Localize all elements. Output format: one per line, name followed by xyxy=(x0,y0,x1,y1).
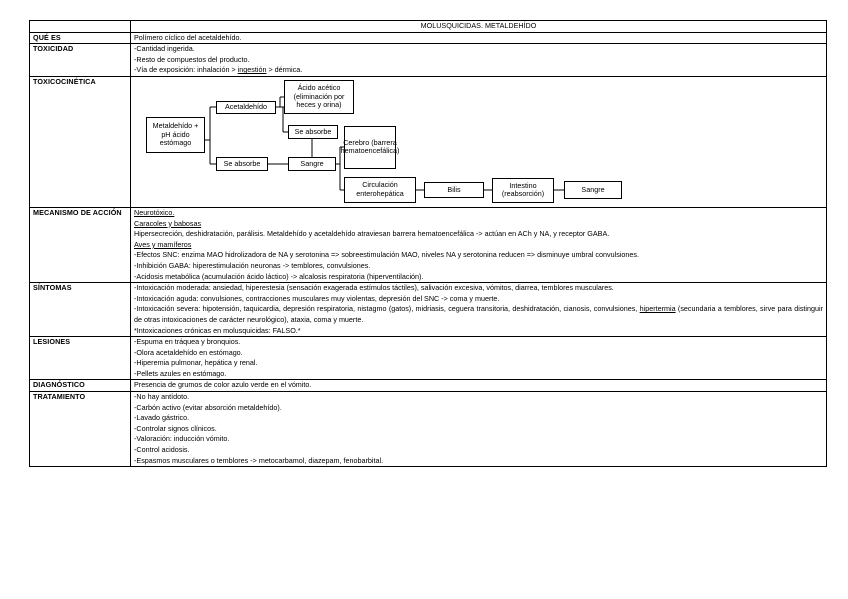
mecanismo-caracoles-text: Hipersecreción, deshidratación, parálisis. Metaldehído y acetaldehído atraviesan barrera hematoencefálica -> actúan en ACh y NA, y receptor GABA. xyxy=(134,229,610,239)
tratamiento-line-4: -Controlar signos clínicos. xyxy=(134,423,217,433)
row-sintomas xyxy=(30,283,827,337)
lesiones-line-1: -Espuma en tráquea y bronquios. xyxy=(134,337,241,347)
mecanismo-caracoles-heading: Caracoles y babosas xyxy=(134,218,202,228)
tratamiento-line-6: -Control acidosis. xyxy=(134,445,190,455)
row-tratamiento xyxy=(30,392,827,467)
sintomas-cronicas: *Intoxicaciones crónicas en molusquicidas: FALSO.* xyxy=(134,325,301,335)
mecanismo-neurotoxico: Neurotóxico. xyxy=(134,207,175,217)
content-toxicocinetica xyxy=(131,76,827,207)
sintomas-moderada: -Intoxicación moderada: ansiedad, hiperestesia (sensación exagerada estímulos táctiles), salivación excesiva, vómitos, diarrea, temblores musculares. xyxy=(134,283,614,293)
row-mecanismo xyxy=(30,207,827,282)
via-suffix: > dérmica. xyxy=(266,65,303,75)
severa-suffix: (secundaria a temblores, sirve para distinguir de otras intoxicaciones de carácter neurológico), ataxia, coma y muerte. xyxy=(134,304,823,324)
via-prefix: -Vía de exposición: inhalación > xyxy=(134,65,238,75)
toxicidad-line-1: -Cantidad ingerida. xyxy=(134,44,195,54)
box-circulacion: Circulación enterohepática xyxy=(344,177,416,203)
toxicidad-line-2: -Resto de compuestos del producto. xyxy=(134,54,250,64)
mecanismo-aves-line-2: -Inhibición GABA: hiperestimulación neuronas -> temblores, convulsiones. xyxy=(134,260,371,270)
table-title: MOLUSQUICIDAS. METALDEHÍDO xyxy=(131,21,827,33)
box-acido-acetico: Ácido acético (eliminación por heces y orina) xyxy=(284,80,354,114)
mecanismo-aves-line-3: -Acidosis metabólica (acumulación ácido láctico) -> alcalosis respiratoria (hiperventilación). xyxy=(134,271,424,281)
box-sangre-2: Sangre xyxy=(564,181,622,199)
severa-hipertermia: hipertermia xyxy=(639,304,676,314)
row-toxicocinetica xyxy=(30,76,827,207)
content-toxicidad xyxy=(131,44,827,77)
mecanismo-aves-line-1: -Efectos SNC: enzima MAO hidrolizadora de NA y serotonina => sobreestimulación MAO, niveles NA y serotonina reducen => disminuye umbral convulsiones. xyxy=(134,250,639,260)
row-lesiones xyxy=(30,337,827,380)
header-row xyxy=(30,21,827,33)
label-lesiones: LESIONES xyxy=(30,337,131,380)
label-tratamiento: TRATAMIENTO xyxy=(30,392,131,467)
tratamiento-line-1: -No hay antídoto. xyxy=(134,392,190,402)
label-que-es: QUÉ ES xyxy=(30,32,131,44)
box-intestino: Intestino (reabsorción) xyxy=(492,178,554,203)
content-mecanismo xyxy=(131,207,827,282)
box-sangre-1: Sangre xyxy=(288,157,336,171)
content-diagnostico: Presencia de grumos de color azulo verde en el vómito. xyxy=(131,380,827,392)
tratamiento-line-2: -Carbón activo (evitar absorción metaldehído). xyxy=(134,402,282,412)
toxicocinetica-diagram xyxy=(134,77,823,207)
label-sintomas: SÍNTOMAS xyxy=(30,283,131,337)
box-metaldehido: Metaldehído + pH ácido estómago xyxy=(146,117,205,153)
box-acetaldehido: Acetaldehído xyxy=(216,101,276,114)
box-se-absorbe-1: Se absorbe xyxy=(288,125,338,139)
tratamiento-line-3: -Lavado gástrico. xyxy=(134,413,190,423)
diagram-connectors xyxy=(134,77,834,207)
label-diagnostico: DIAGNÓSTICO xyxy=(30,380,131,392)
row-diagnostico xyxy=(30,380,827,392)
sintomas-severa xyxy=(134,304,823,325)
via-ingestion: ingestión xyxy=(237,65,267,75)
content-tratamiento xyxy=(131,392,827,467)
tratamiento-line-5: -Valoración: inducción vómito. xyxy=(134,434,230,444)
mecanismo-aves-heading: Aves y mamíferos xyxy=(134,239,192,249)
label-toxicocinetica: TOXICOCINÉTICA xyxy=(30,76,131,207)
lesiones-line-4: -Pellets azules en estómago. xyxy=(134,368,227,378)
lesiones-line-3: -Hiperemia pulmonar, hepática y renal. xyxy=(134,358,258,368)
header-empty-cell xyxy=(30,21,131,33)
label-toxicidad: TOXICIDAD xyxy=(30,44,131,77)
box-bilis: Bilis xyxy=(424,182,484,198)
content-que-es: Polímero cíclico del acetaldehído. xyxy=(131,32,827,44)
tratamiento-line-7: -Espasmos musculares o temblores -> metocarbamol, diazepam, fenobarbital. xyxy=(134,455,384,465)
box-se-absorbe-2: Se absorbe xyxy=(216,157,268,171)
label-mecanismo: MECANISMO DE ACCIÓN xyxy=(30,207,131,282)
metaldehido-table xyxy=(29,20,827,467)
lesiones-line-2: -Olora acetaldehído en estómago. xyxy=(134,347,243,357)
box-cerebro: Cerebro (barrera hematoencefálica) xyxy=(344,126,396,169)
row-toxicidad xyxy=(30,44,827,77)
row-que-es xyxy=(30,32,827,44)
sintomas-aguda: -Intoxicación aguda: convulsiones, contracciones musculares muy violentas, depresión del SNC -> coma y muerte. xyxy=(134,293,500,303)
severa-prefix: -Intoxicación severa: hipotensión, taquicardia, depresión respiratoria, nistagmo (gatos), midriasis, ceguera transitoria, deshidratación, cianosis, convulsiones, xyxy=(134,304,640,314)
toxicidad-via xyxy=(134,65,823,76)
content-lesiones xyxy=(131,337,827,380)
content-sintomas xyxy=(131,283,827,337)
